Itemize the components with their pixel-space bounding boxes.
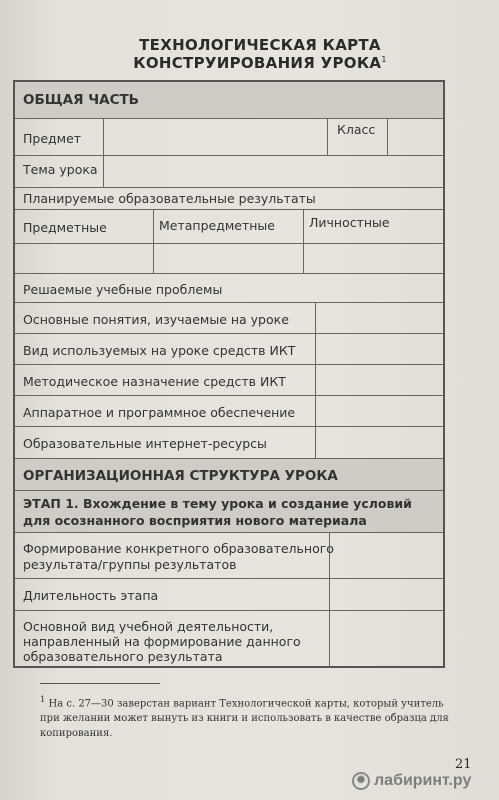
labyrinth-logo-icon: ✺ (352, 772, 370, 790)
ict-type-label: Вид используемых на уроке средств ИКТ (23, 343, 296, 358)
divider (315, 334, 316, 364)
org-section-header (15, 458, 443, 490)
org-section-label: ОРГАНИЗАЦИОННАЯ СТРУКТУРА УРОКА (23, 468, 338, 484)
ict-purpose-label: Методическое назначение средств ИКТ (23, 374, 286, 389)
footnote-divider (40, 683, 160, 684)
formation-row (15, 532, 443, 578)
personal-results-label: Личностные (309, 215, 390, 230)
lesson-topic-row (15, 155, 443, 187)
duration-label: Длительность этапа (23, 588, 159, 603)
subject-results-label: Предметные (23, 220, 107, 235)
hardware-row (15, 395, 443, 426)
planned-results-row (15, 187, 443, 209)
divider (315, 303, 316, 333)
ict-purpose-row (15, 364, 443, 395)
technological-map-table (13, 80, 445, 668)
page-number: 21 (455, 757, 472, 772)
problems-row (15, 273, 443, 302)
stage1-header (15, 490, 443, 532)
activity-line-2: направленный на формирование данного (23, 634, 301, 649)
subject-row (15, 118, 443, 155)
results-values-row (15, 243, 443, 273)
title-line-1: ТЕХНОЛОГИЧЕСКАЯ КАРТА (139, 36, 381, 54)
divider (315, 427, 316, 458)
watermark (352, 772, 471, 790)
activity-line-1: Основной вид учебной деятельности, (23, 619, 274, 634)
results-columns-row (15, 209, 443, 243)
activity-row (15, 610, 443, 666)
footnote-text: На с. 27—30 заверстан вариант Технологической карты, который учитель при желании может вынуть из книги и использовать в качестве образца для копирования. (40, 698, 449, 740)
divider (327, 119, 328, 155)
duration-row (15, 578, 443, 610)
divider (315, 365, 316, 395)
footnote-mark: 1 (40, 694, 46, 704)
general-section-label: ОБЩАЯ ЧАСТЬ (23, 92, 139, 108)
title-footnote-mark: 1 (381, 55, 387, 64)
title-line-2-text: КОНСТРУИРОВАНИЯ УРОКА (133, 54, 382, 72)
concepts-label: Основные понятия, изучаемые на уроке (23, 312, 289, 327)
concepts-row (15, 302, 443, 333)
formation-line-1: Формирование конкретного образовательного (23, 541, 334, 556)
title-line-2 (60, 54, 460, 72)
activity-line-3: образовательного результата (23, 649, 223, 664)
planned-results-label: Планируемые образовательные результаты (23, 191, 316, 206)
hardware-label: Аппаратное и программное обеспечение (23, 405, 296, 420)
divider (103, 156, 104, 187)
subject-label: Предмет (23, 131, 82, 146)
class-label: Класс (337, 122, 376, 137)
stage1-line-1: ЭТАП 1. Вхождение в тему урока и создание условий (23, 496, 412, 511)
watermark-text: лабиринт.ру (374, 772, 472, 790)
lesson-topic-label: Тема урока (23, 162, 98, 177)
divider (315, 396, 316, 426)
problems-label: Решаемые учебные проблемы (23, 282, 223, 297)
formation-line-2: результата/группы результатов (23, 557, 237, 572)
general-section-header (15, 82, 443, 118)
ict-type-row (15, 333, 443, 364)
internet-row (15, 426, 443, 458)
internet-label: Образовательные интернет-ресурсы (23, 436, 267, 451)
footnote (40, 692, 450, 741)
divider (103, 119, 104, 155)
meta-results-label: Метапредметные (159, 218, 275, 233)
stage1-line-2: для осознанного восприятия нового материала (23, 513, 367, 528)
divider (387, 119, 388, 155)
